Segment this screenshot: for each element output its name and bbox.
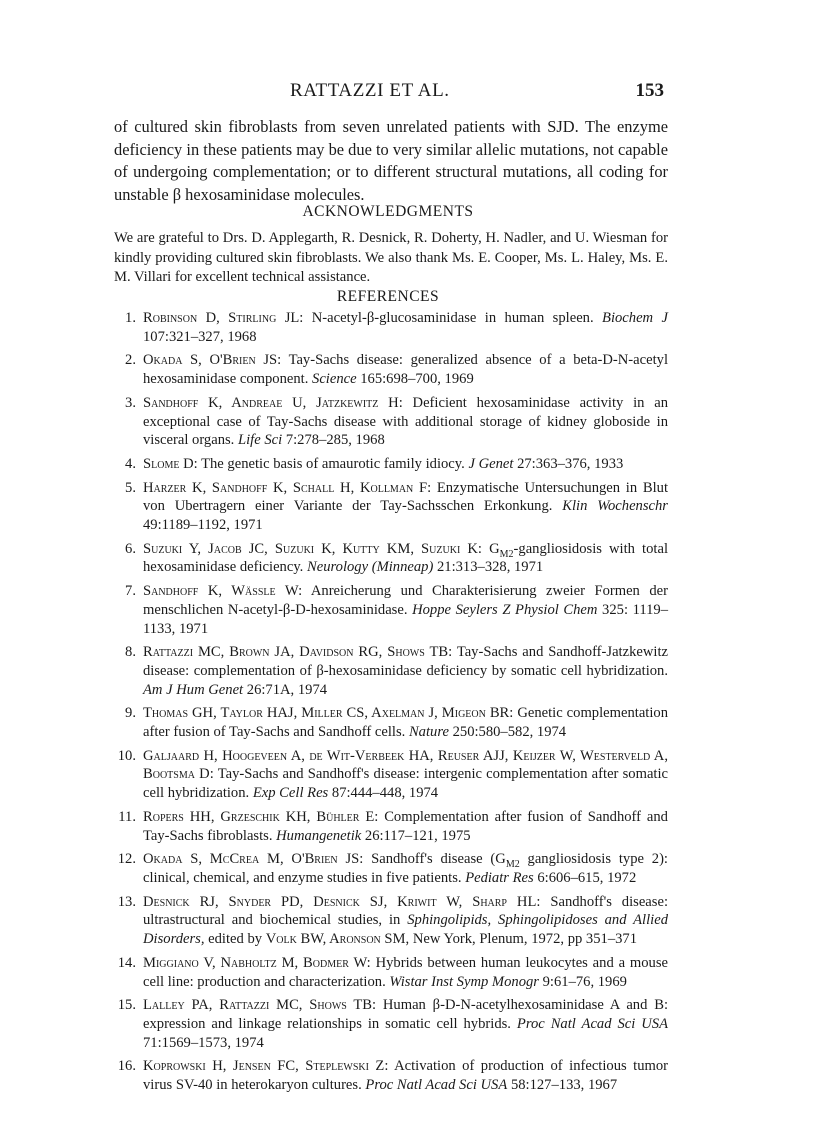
- reference-number: 3.: [125, 394, 136, 411]
- reference-citation: 21:313–328, 1971: [436, 559, 544, 576]
- reference-number: 7.: [125, 583, 136, 600]
- reference-authors: Thomas GH, Taylor HAJ, Miller CS, Axelman J, Migeon BR:: [143, 705, 514, 722]
- reference-title-subscript: M2: [505, 859, 520, 871]
- reference-title: Tay-Sachs disease: generalized absence of a beta-D-N-acetyl hexosaminidase component.: [143, 352, 668, 388]
- reference-number: 4.: [125, 455, 136, 472]
- reference-citation: 9:61–76, 1969: [542, 973, 627, 990]
- reference-authors: Sandhoff K, Wässle W:: [143, 583, 303, 600]
- reference-authors: Galjaard H, Hoogeveen A, de Wit-Verbeek HA, Reuser AJJ, Keijzer W, Westerveld A, Bootsma D:: [143, 747, 668, 783]
- reference-item: [0, 893, 668, 949]
- reference-item: [0, 309, 668, 346]
- reference-journal: Proc Natl Acad Sci USA: [516, 1015, 669, 1032]
- reference-number: 14.: [117, 954, 136, 971]
- reference-item: [0, 455, 668, 474]
- reference-journal: Neurology (Minneap): [307, 559, 434, 576]
- reference-citation: 250:580–582, 1974: [452, 724, 567, 741]
- reference-citation: 71:1569–1573, 1974: [143, 1034, 264, 1051]
- reference-citation: 165:698–700, 1969: [360, 371, 474, 388]
- reference-number: 2.: [125, 352, 136, 369]
- reference-journal: Exp Cell Res: [252, 785, 329, 802]
- reference-journal: Biochem J: [602, 310, 668, 326]
- reference-title: N-acetyl-β-glucosaminidase in human spleen.: [311, 310, 594, 326]
- reference-authors: Miggiano V, Nabholtz M, Bodmer W:: [143, 954, 371, 971]
- reference-authors: Harzer K, Sandhoff K, Schall H, Kollman F:: [143, 479, 432, 496]
- reference-title: The genetic basis of amaurotic family idiocy.: [201, 455, 465, 472]
- reference-title: Sandhoff's disease: ultrastructural and biochemical studies, in: [143, 893, 668, 929]
- reference-authors: Robinson D, Stirling JL:: [143, 310, 304, 326]
- reference-citation: 325: 1119–1133, 1971: [143, 601, 668, 637]
- reference-editors: Volk BW, Aronson SM,: [265, 931, 410, 948]
- reference-journal: Pediatr Res: [465, 869, 534, 886]
- reference-journal: Proc Natl Acad Sci USA: [365, 1077, 508, 1094]
- reference-number: 5.: [125, 479, 136, 496]
- reference-item: [0, 808, 668, 845]
- reference-item: [0, 351, 668, 388]
- reference-authors: Slome D:: [143, 455, 198, 472]
- reference-number: 1.: [125, 310, 136, 326]
- reference-number: 9.: [125, 705, 136, 722]
- reference-title-subscript: M2: [499, 548, 514, 560]
- reference-item: [0, 540, 668, 577]
- reference-item: [0, 582, 668, 638]
- reference-number: 15.: [117, 997, 136, 1014]
- page-header: [0, 80, 816, 106]
- reference-number: 12.: [117, 851, 136, 868]
- reference-item: [0, 704, 668, 741]
- reference-authors: Suzuki Y, Jacob JC, Suzuki K, Kutty KM, Suzuki K:: [143, 540, 482, 557]
- reference-journal: Klin Wochenschr: [562, 498, 668, 515]
- reference-authors: Sandhoff K, Andreae U, Jatzkewitz H:: [143, 394, 403, 411]
- reference-item: [0, 479, 668, 535]
- reference-authors: Ropers HH, Grzeschik KH, Bühler E:: [143, 808, 379, 825]
- reference-number: 16.: [117, 1058, 136, 1075]
- reference-authors: Lalley PA, Rattazzi MC, Shows TB:: [143, 997, 377, 1014]
- reference-list: [0, 309, 816, 1100]
- reference-item: [0, 954, 668, 991]
- acknowledgments-text: We are grateful to Drs. D. Applegarth, R. Desnick, R. Doherty, H. Nadler, and U. Wiesman for kindly providing cultured skin fibroblasts. We also thank Ms. E. Cooper, Ms. L. Haley, Ms. E. M. Villari for excellent technical assistance.: [114, 230, 668, 285]
- reference-citation: New York, Plenum, 1972, pp 351–371: [412, 931, 638, 948]
- reference-item: [0, 643, 668, 699]
- reference-authors: Okada S, O'Brien JS:: [143, 352, 282, 369]
- reference-authors: Desnick RJ, Snyder PD, Desnick SJ, Kriwit W, Sharp HL:: [143, 893, 541, 910]
- reference-number: 6.: [125, 540, 136, 557]
- running-head: RATTAZZI ET AL.: [290, 80, 450, 101]
- reference-title: Enzymatische Untersuchungen in Blut von Ubertragern einer Variante der Tay-Sachsschen Erkonkung.: [143, 479, 669, 515]
- reference-item: [0, 996, 668, 1052]
- reference-title: Hybrids between human leukocytes and a mouse cell line: production and characterization.: [143, 954, 668, 990]
- reference-authors: Rattazzi MC, Brown JA, Davidson RG, Shows TB:: [143, 644, 453, 661]
- references-heading: REFERENCES: [336, 288, 440, 305]
- reference-item: [0, 747, 668, 803]
- reference-title: Tay-Sachs and Sandhoff's disease: intergenic complementation after somatic cell hybridization.: [143, 766, 669, 802]
- reference-citation: 27:363–376, 1933: [517, 455, 624, 472]
- reference-number: 11.: [118, 808, 136, 825]
- reference-journal: Hoppe Seylers Z Physiol Chem: [412, 601, 598, 618]
- intro-paragraph: of cultured skin fibroblasts from seven unrelated patients with SJD. The enzyme deficiency in these patients may be due to very similar allelic mutations, not capable of undergoing complementation; or to different structural mutations, all coding for unstable β hexosaminidase molecules.: [114, 117, 668, 204]
- reference-citation: 49:1189–1192, 1971: [143, 517, 263, 534]
- acknowledgments-heading: ACKNOWLEDGMENTS: [302, 203, 474, 220]
- reference-number: 10.: [117, 747, 136, 764]
- reference-journal: J Genet: [468, 455, 514, 472]
- reference-citation: 87:444–448, 1974: [331, 785, 439, 802]
- reference-journal: Sphingolipids, Sphingolipidoses and Allied Disorders,: [143, 912, 668, 948]
- reference-title: Anreicherung und Charakterisierung zweier Formen der menschlichen N-acetyl-β-D-hexosaminidase.: [143, 583, 668, 618]
- reference-title: Activation of production of infectious tumor virus SV-40 in heterokaryon cultures.: [143, 1058, 669, 1094]
- reference-title: Genetic complementation after fusion of Tay-Sachs and Sandhoff cells.: [143, 705, 668, 741]
- reference-authors: Okada S, McCrea M, O'Brien JS:: [143, 851, 364, 868]
- reference-citation: 107:321–327, 1968: [143, 328, 257, 345]
- reference-citation: 6:606–615, 1972: [537, 869, 637, 886]
- reference-journal: Nature: [408, 724, 449, 741]
- reference-title: -gangliosidosis with total hexosaminidase deficiency.: [143, 540, 669, 576]
- reference-number: 13.: [117, 893, 136, 910]
- reference-journal: Humangenetik: [276, 827, 362, 844]
- reference-title: Human β-D-N-acetylhexosaminidase A and B: expression and linkage relationships in somatic cell hybrids.: [143, 997, 668, 1032]
- reference-item: [0, 394, 668, 450]
- reference-title: Complementation after fusion of Sandhoff and Tay-Sachs fibroblasts.: [143, 808, 668, 844]
- reference-title-prefix: G: [489, 540, 500, 557]
- reference-citation: 58:127–133, 1967: [510, 1077, 618, 1094]
- reference-authors: Koprowski H, Jensen FC, Steplewski Z:: [143, 1058, 389, 1075]
- reference-item: [0, 850, 668, 887]
- reference-citation: 26:71A, 1974: [246, 681, 328, 698]
- reference-citation: 7:278–285, 1968: [285, 432, 385, 449]
- reference-title: Tay-Sachs and Sandhoff-Jatzkewitz disease: complementation of β-hexosaminidase deficiency by somatic cell hybridization.: [143, 644, 668, 679]
- reference-number: 8.: [125, 644, 136, 661]
- reference-journal: Am J Hum Genet: [143, 681, 244, 698]
- reference-citation-prefix: edited by: [208, 931, 263, 948]
- reference-citation: 26:117–121, 1975: [364, 827, 471, 844]
- reference-item: [0, 1057, 668, 1094]
- reference-title: gangliosidosis type 2): clinical, chemical, and enzyme studies in five patients.: [143, 851, 668, 886]
- reference-title: Deficient hexosaminidase activity in an exceptional case of Tay-Sachs disease with additional storage of kidney globoside in visceral organs.: [143, 394, 668, 449]
- reference-journal: Life Sci: [237, 432, 283, 449]
- page-number: 153: [635, 80, 664, 101]
- reference-journal: Wistar Inst Symp Monogr: [389, 973, 539, 990]
- reference-title-prefix: Sandhoff's disease (G: [371, 851, 506, 868]
- reference-journal: Science: [312, 371, 357, 388]
